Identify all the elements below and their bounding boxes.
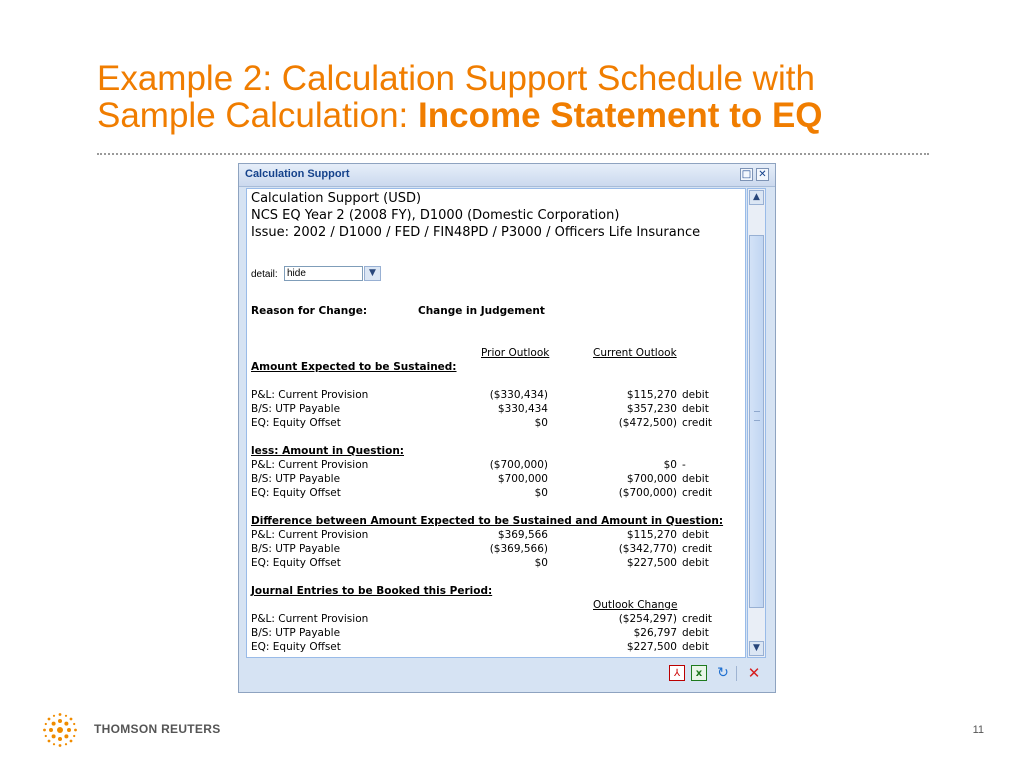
row-label: B/S: UTP Payable [251,627,341,639]
calculation-support-window [238,163,776,693]
current-value: $0 [663,459,677,471]
prior-value: $0 [534,417,548,429]
prior-value: $0 [534,557,548,569]
column-header-prior: Prior Outlook [481,347,550,359]
current-value: $115,270 [626,389,677,401]
window-titlebar [239,164,775,187]
current-value: ($342,770) [618,543,677,555]
row-label: EQ: Equity Offset [251,641,341,653]
title-line-1: Example 2: Calculation Support Schedule with [97,59,815,98]
row-label: EQ: Equity Offset [251,487,341,499]
entry-type: debit [682,529,709,541]
close-icon[interactable]: ✕ [756,168,769,181]
current-value: $227,500 [626,557,677,569]
title-divider [97,153,929,155]
change-value: ($254,297) [618,613,677,625]
row-label: P&L: Current Provision [251,389,369,401]
chevron-down-icon[interactable]: ▼ [364,266,381,281]
scroll-down-icon[interactable]: ▼ [749,641,764,656]
current-value: $357,230 [626,403,677,415]
title-line-2 [97,97,977,134]
window-title: Calculation Support [245,168,350,180]
report-header-line-3: Issue: 2002 / D1000 / FED / FIN48PD / P3000 / Officers Life Insurance [251,225,701,240]
row-label: B/S: UTP Payable [251,473,341,485]
prior-value: ($369,566) [489,543,548,555]
section-title: Difference between Amount Expected to be Sustained and Amount in Question: [251,515,724,527]
entry-type: - [682,459,686,471]
prior-value: $330,434 [497,403,548,415]
title-line-2-normal: Sample Calculation: [97,96,418,135]
vertical-scrollbar[interactable] [747,188,766,658]
section-title: Journal Entries to be Booked this Period: [251,585,493,597]
excel-icon[interactable]: x [691,665,707,681]
prior-value: $0 [534,487,548,499]
page-number: 11 [972,724,984,736]
report-header-line-2: NCS EQ Year 2 (2008 FY), D1000 (Domestic Corporation) [251,208,620,223]
prior-value: $369,566 [497,529,548,541]
scroll-up-icon[interactable]: ▲ [749,190,764,205]
row-label: EQ: Equity Offset [251,417,341,429]
entry-type: debit [682,389,709,401]
column-header-current: Current Outlook [593,347,677,359]
current-value: $115,270 [626,529,677,541]
entry-type: debit [682,557,709,569]
entry-type: debit [682,403,709,415]
entry-type: debit [682,627,709,639]
entry-type: debit [682,473,709,485]
current-value: ($700,000) [618,487,677,499]
column-header-change: Outlook Change [593,599,678,611]
pdf-icon[interactable]: ⅄ [669,665,685,681]
entry-type: credit [682,543,713,555]
delete-icon[interactable]: ✕ [747,664,761,682]
grip-icon [754,411,760,421]
maximize-icon[interactable]: □ [741,169,752,180]
window-footer [239,658,775,692]
prior-value: ($700,000) [489,459,548,471]
change-value: $26,797 [633,627,677,639]
report-header-line-1: Calculation Support (USD) [251,191,422,206]
entry-type: credit [682,417,713,429]
title-line-2-bold: Income Statement to EQ [418,96,823,135]
row-label: P&L: Current Provision [251,459,369,471]
row-label: EQ: Equity Offset [251,557,341,569]
toolbar-separator [736,666,737,681]
row-label: P&L: Current Provision [251,613,369,625]
detail-label: detail: [251,269,278,280]
current-value: $700,000 [626,473,677,485]
row-label: P&L: Current Provision [251,529,369,541]
thomson-reuters-logo-icon [42,712,78,748]
prior-value: $700,000 [497,473,548,485]
current-value: ($472,500) [618,417,677,429]
entry-type: debit [682,641,709,653]
row-label: B/S: UTP Payable [251,543,341,555]
section-title: less: Amount in Question: [251,445,404,457]
change-value: $227,500 [626,641,677,653]
prior-value: ($330,434) [489,389,548,401]
logo-text: THOMSON REUTERS [94,722,221,736]
report-content [246,188,746,658]
row-label: B/S: UTP Payable [251,403,341,415]
slide-title [97,60,977,134]
reason-label: Reason for Change: [251,305,368,317]
section-title: Amount Expected to be Sustained: [251,361,457,373]
entry-type: credit [682,613,713,625]
refresh-icon[interactable]: ↻ [717,665,729,681]
detail-select[interactable]: hide [284,266,363,281]
entry-type: credit [682,487,713,499]
reason-value: Change in Judgement [418,305,545,317]
scroll-thumb[interactable] [749,235,764,608]
